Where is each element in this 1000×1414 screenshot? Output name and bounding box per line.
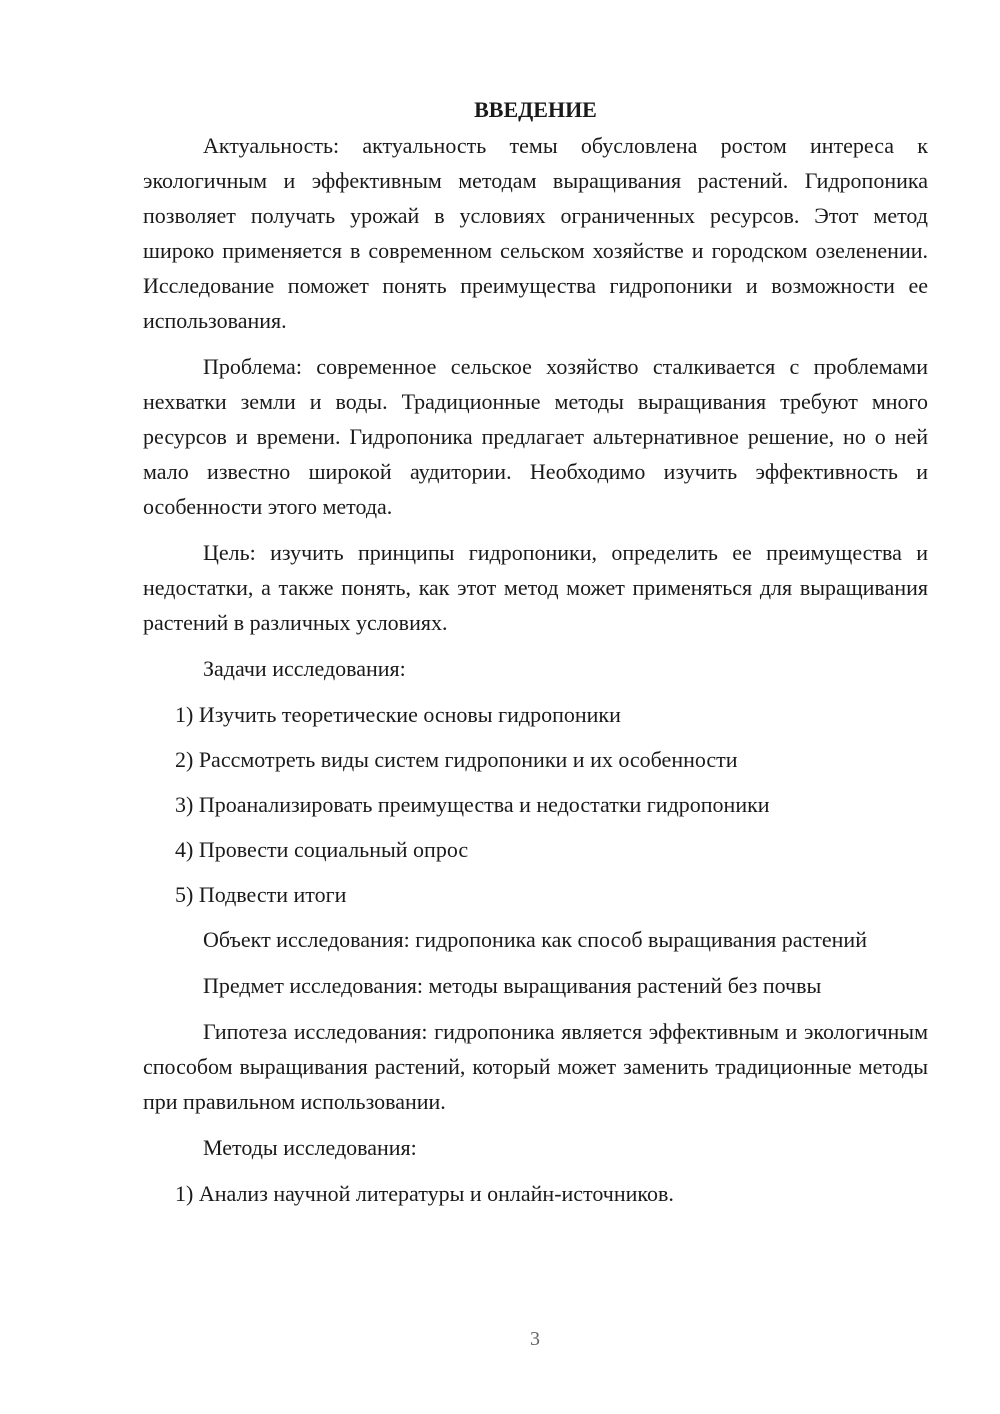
paragraph-tasks-heading: Задачи исследования: xyxy=(203,656,406,681)
paragraph-methods-heading: Методы исследования: xyxy=(203,1135,417,1160)
list-item: 3) Проанализировать преимущества и недостатки гидропоники xyxy=(175,792,770,817)
page-content xyxy=(143,92,928,1221)
list-item: 1) Анализ научной литературы и онлайн-источников. xyxy=(175,1181,674,1206)
paragraph-subject: Предмет исследования: методы выращивания растений без почвы xyxy=(203,973,822,998)
paragraph-object: Объект исследования: гидропоника как способ выращивания растений xyxy=(203,927,867,952)
paragraph-hypothesis: Гипотеза исследования: гидропоника является эффективным и экологичным способом выращивания растений, который может заменить традиционные методы при правильном использовании. xyxy=(143,1019,928,1114)
methods-list xyxy=(143,1176,928,1211)
tasks-list xyxy=(143,697,928,912)
page-number: 3 xyxy=(530,1328,540,1350)
list-item: 1) Изучить теоретические основы гидропоники xyxy=(175,702,621,727)
list-item: 4) Провести социальный опрос xyxy=(175,837,469,862)
page-title: ВВЕДЕНИЕ xyxy=(474,97,597,122)
list-item: 5) Подвести итоги xyxy=(175,882,347,907)
list-item: 2) Рассмотреть виды систем гидропоники и их особенности xyxy=(175,747,738,772)
paragraph-relevance: Актуальность: актуальность темы обусловлена ростом интереса к экологичным и эффективным методам выращивания растений. Гидропоника позволяет получать урожай в условиях ограниченных ресурсов. Этот метод широко применяется в современном сельском хозяйстве и городском озеленении. Исследование поможет понять преимущества гидропоники и возможности ее использования. xyxy=(143,133,928,333)
paragraph-goal: Цель: изучить принципы гидропоники, определить ее преимущества и недостатки, а также понять, как этот метод может применяться для выращивания растений в различных условиях. xyxy=(143,540,928,635)
paragraph-problem: Проблема: современное сельское хозяйство сталкивается с проблемами нехватки земли и воды. Традиционные методы выращивания требуют много ресурсов и времени. Гидропоника предлагает альтернативное решение, но о ней мало известно широкой аудитории. Необходимо изучить эффективность и особенности этого метода. xyxy=(143,354,928,519)
